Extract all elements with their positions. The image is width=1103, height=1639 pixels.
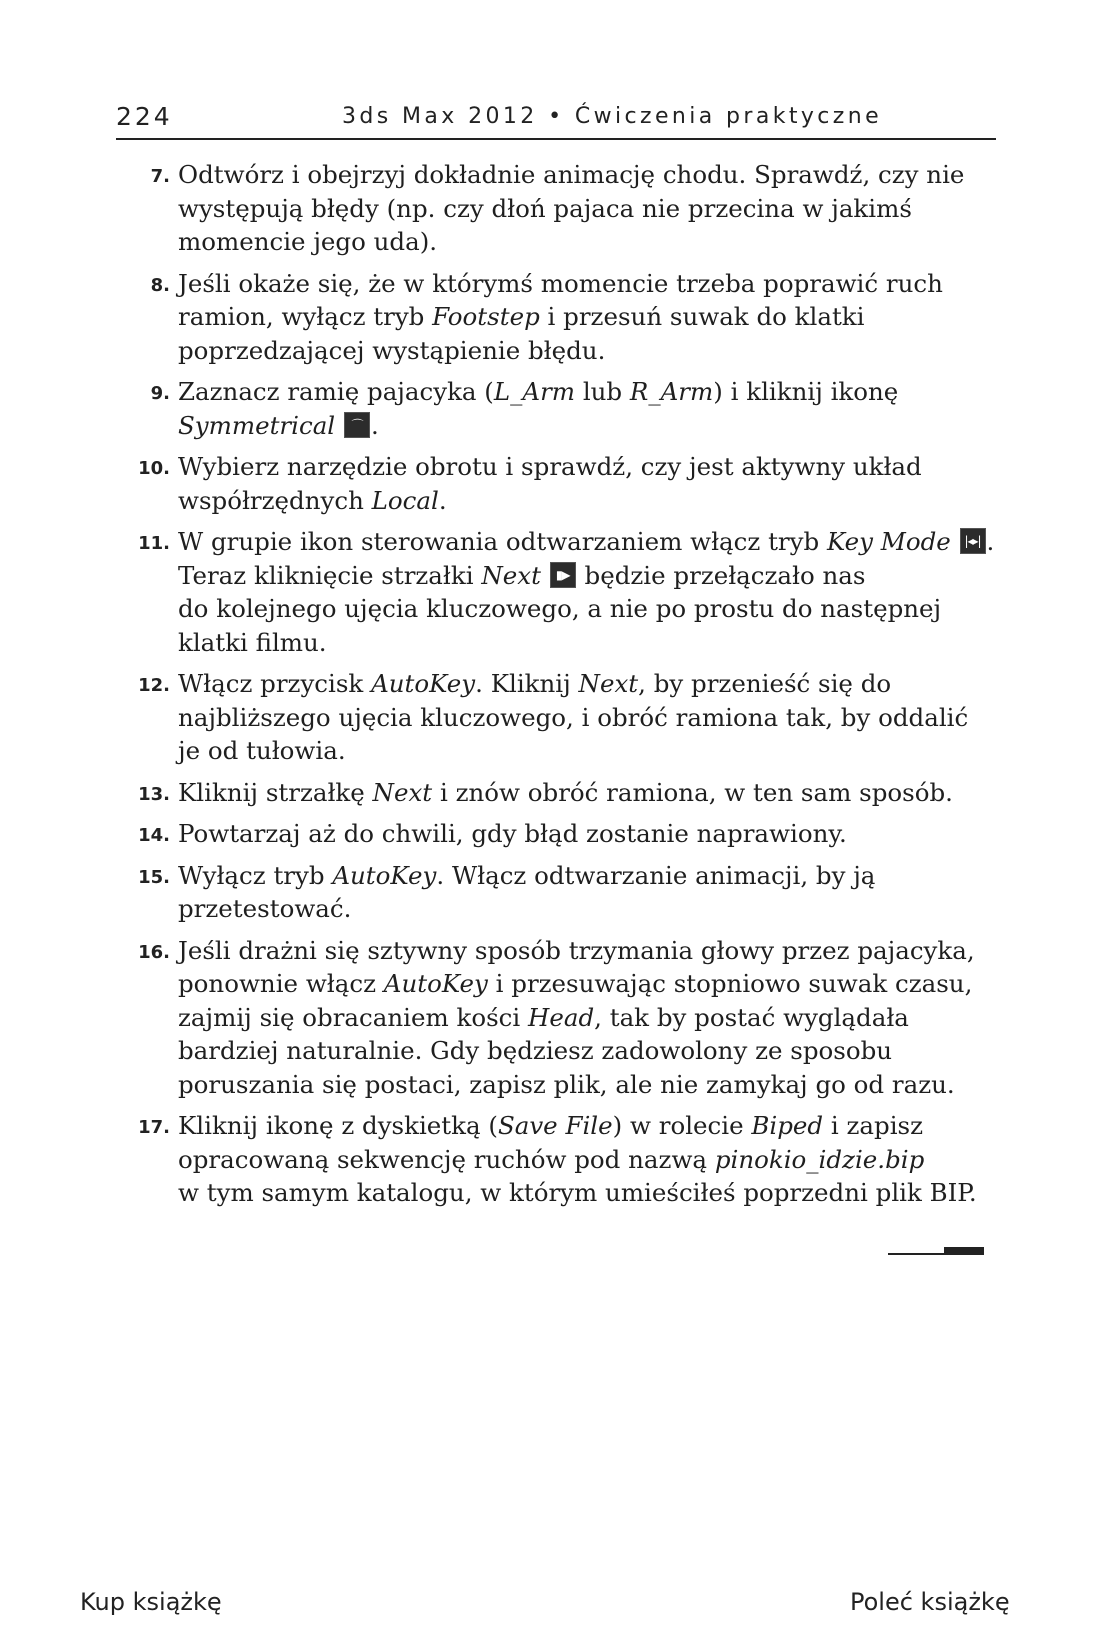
step-number: 13. — [138, 783, 170, 805]
step-line: Wyłącz tryb AutoKey. Włącz odtwarzanie animacji, by ją — [178, 860, 876, 890]
step-line: je od tułowia. — [178, 736, 346, 765]
step-10 — [122, 450, 1002, 517]
step-number: 14. — [138, 825, 170, 846]
step-number: 16. — [138, 941, 170, 963]
step-13 — [122, 776, 1002, 810]
step-line: Teraz kliknięcie strzałki Next ▮▶ będzie przełączało nas — [178, 560, 866, 590]
step-line: Powtarzaj aż do chwili, gdy błąd zostanie naprawiony. — [178, 819, 847, 848]
step-line: W grupie ikon sterowania odtwarzaniem włącz tryb Key Mode |◂▸| . — [178, 527, 995, 556]
step-11 — [122, 525, 1002, 659]
steps-list — [122, 158, 1002, 1218]
step-8 — [122, 267, 1002, 368]
buy-book-link[interactable]: Kup książkę — [80, 1588, 222, 1616]
step-line: przetestować. — [178, 894, 352, 923]
step-line: Jeśli drażni się sztywny sposób trzymania głowy przez pajacyka, — [178, 935, 975, 965]
step-9 — [122, 375, 1002, 442]
term-head: Head — [528, 1002, 595, 1032]
term-autokey: AutoKey — [332, 860, 437, 890]
step-number: 10. — [138, 458, 170, 479]
end-of-exercise-mark — [888, 1247, 984, 1255]
term-key-mode: Key Mode — [826, 527, 951, 556]
step-number: 12. — [138, 675, 170, 696]
step-line: bardziej naturalnie. Gdy będziesz zadowolony ze sposobu — [178, 1036, 893, 1065]
step-7 — [122, 158, 1002, 259]
step-line: występują błędy (np. czy dłoń pajaca nie przecina w jakimś — [178, 193, 912, 223]
step-line: poruszania się postaci, zapisz plik, ale nie zamykaj go od razu. — [178, 1069, 955, 1099]
step-line: Kliknij strzałkę Next i znów obróć ramiona, w ten sam sposób. — [178, 777, 953, 807]
term-local: Local — [371, 485, 439, 515]
step-12 — [122, 667, 1002, 768]
term-next: Next — [372, 777, 433, 807]
step-line: Wybierz narzędzie obrotu i sprawdź, czy jest aktywny układ — [178, 452, 922, 481]
step-number: 7. — [150, 166, 170, 187]
page-number: 224 — [116, 102, 173, 131]
term-autokey: AutoKey — [371, 669, 476, 698]
step-line: ponownie włącz AutoKey i przesuwając stopniowo suwak czasu, — [178, 969, 973, 998]
step-line: Kliknij ikonę z dyskietką (Save File) w rolecie Biped i zapisz — [178, 1111, 924, 1140]
term-save-file: Save File — [497, 1111, 613, 1140]
step-number: 9. — [150, 383, 170, 404]
step-line: Symmetrical ⌒ . — [178, 410, 379, 440]
step-line: poprzedzającej wystąpienie błędu. — [178, 335, 606, 365]
term-footstep: Footstep — [432, 302, 540, 331]
step-15 — [122, 859, 1002, 926]
step-14 — [122, 817, 1002, 851]
step-line: zajmij się obracaniem kości Head, tak by postać wyglądała — [178, 1002, 909, 1032]
term-symmetrical: Symmetrical — [178, 410, 336, 440]
running-title: 3ds Max 2012 • Ćwiczenia praktyczne — [342, 104, 883, 129]
term-r-arm: R_Arm — [629, 377, 714, 406]
term-next: Next — [481, 560, 541, 590]
step-number: 11. — [138, 533, 170, 554]
key-mode-icon: |◂▸| — [960, 528, 986, 554]
step-line: Jeśli okaże się, że w którymś momencie trzeba poprawić ruch — [178, 268, 943, 298]
step-number: 15. — [138, 866, 170, 888]
step-line: ramion, wyłącz tryb Footstep i przesuń suwak do klatki — [178, 302, 865, 331]
step-line: najbliższego ujęcia kluczowego, i obróć ramiona tak, by oddalić — [178, 702, 969, 732]
step-line: Włącz przycisk AutoKey. Kliknij Next, by przenieść się do — [178, 669, 892, 698]
step-line: klatki filmu. — [178, 627, 327, 657]
step-line: Zaznacz ramię pajacyka (L_Arm lub R_Arm) i kliknij ikonę — [178, 377, 899, 406]
step-line: opracowaną sekwencję ruchów pod nazwą pinokio_idzie.bip — [178, 1144, 925, 1174]
term-filename: pinokio_idzie.bip — [714, 1144, 925, 1174]
step-17 — [122, 1109, 1002, 1210]
step-line: do kolejnego ujęcia kluczowego, a nie po prostu do następnej — [178, 594, 942, 623]
symmetrical-icon: ⌒ — [344, 412, 370, 438]
step-line: współrzędnych Local. — [178, 485, 447, 515]
step-line: Odtwórz i obejrzyj dokładnie animację chodu. Sprawdź, czy nie — [178, 160, 965, 189]
next-key-icon: ▮▶ — [550, 562, 576, 588]
term-biped: Biped — [751, 1111, 824, 1140]
term-l-arm: L_Arm — [493, 377, 576, 406]
term-next: Next — [578, 669, 639, 698]
term-autokey: AutoKey — [383, 969, 488, 998]
step-16 — [122, 934, 1002, 1102]
step-line: w tym samym katalogu, w którym umieściłeś poprzedni plik BIP. — [178, 1178, 977, 1207]
step-line: momencie jego uda). — [178, 227, 438, 256]
step-number: 8. — [150, 274, 170, 296]
running-header — [116, 98, 996, 140]
recommend-book-link[interactable]: Poleć książkę — [850, 1588, 1010, 1616]
step-number: 17. — [138, 1117, 170, 1138]
